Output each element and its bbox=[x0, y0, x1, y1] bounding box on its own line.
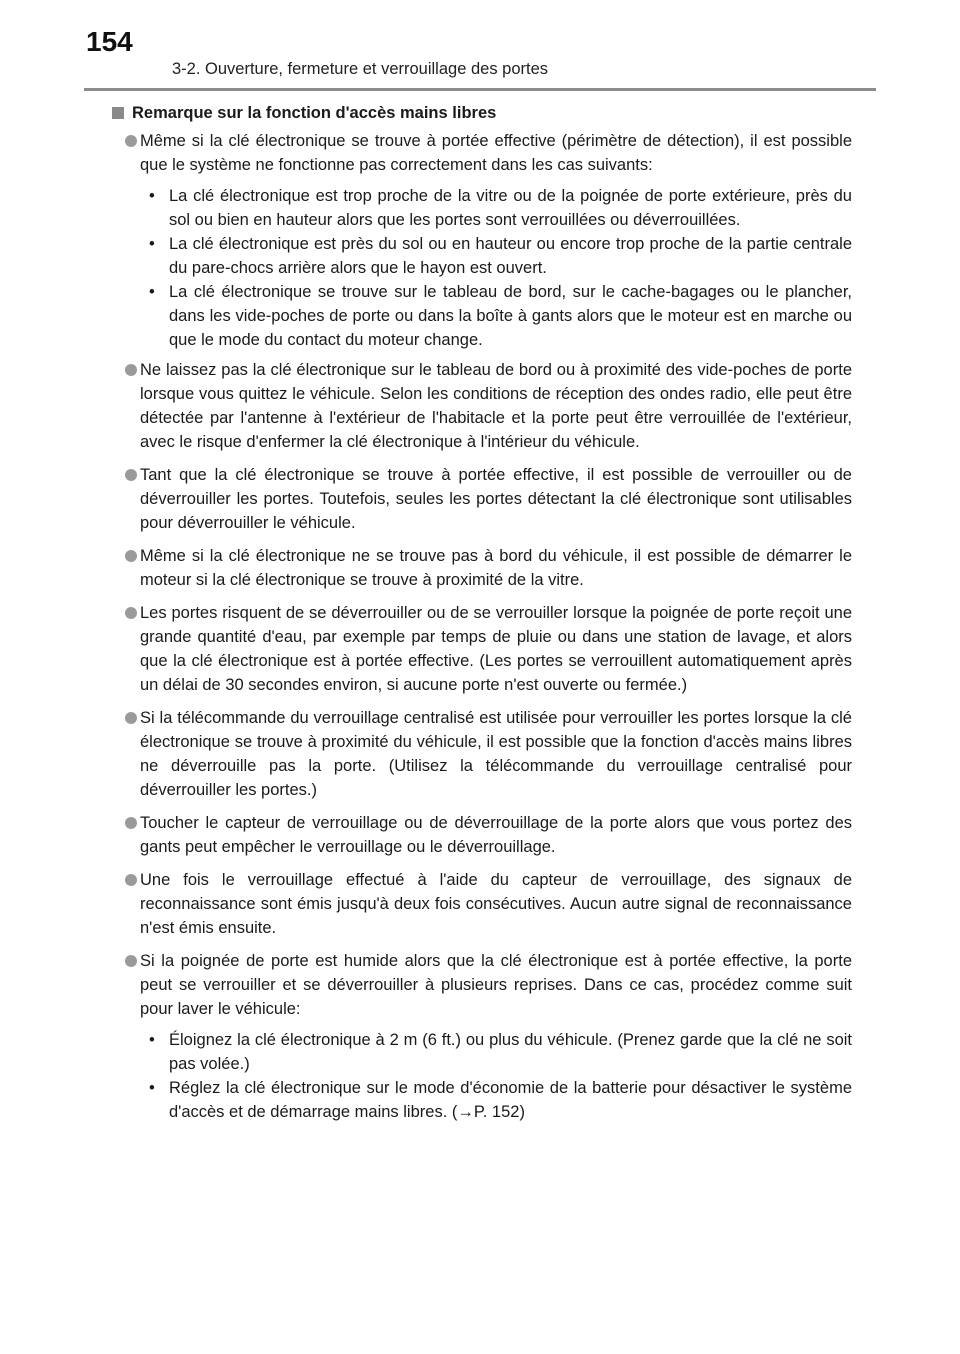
paragraph-text: Les portes risquent de se déverrouiller ou de se verrouiller lorsque la poignée de porte reçoit une grande quantité d'eau, par exemple par temps de pluie ou dans une station de lavage, et alors que la clé électronique est à portée effective. (Les portes se verrouillent automatiquement après un délai de 30 secondes environ, si aucune porte n'est ouverte ou fermée.) bbox=[140, 604, 852, 694]
list-item-text: La clé électronique est près du sol ou en hauteur ou encore trop proche de la partie centrale du pare-chocs arrière alors que le hayon est ouvert. bbox=[169, 235, 852, 277]
list-item bbox=[140, 184, 852, 232]
sub-list bbox=[112, 184, 852, 352]
paragraph-text: Si la poignée de porte est humide alors que la clé électronique est à portée effective, la porte peut se verrouiller et se déverrouiller à plusieurs reprises. Dans ce cas, procédez comme suit pour laver le véhicule: bbox=[140, 952, 852, 1018]
bullet-paragraph bbox=[112, 463, 852, 535]
list-item bbox=[140, 1076, 852, 1124]
paragraph-text: Même si la clé électronique se trouve à portée effective (périmètre de détection), il est possible que le système ne fonctionne pas correctement dans les cas suivants: bbox=[140, 132, 852, 174]
header-divider bbox=[84, 88, 876, 91]
paragraph-text: Ne laissez pas la clé électronique sur le tableau de bord ou à proximité des vide-poches de porte lorsque vous quittez le véhicule. Selon les conditions de réception des ondes radio, elle peut être détectée par l'antenne à l'extérieur de l'habitacle et la porte peut être verrouillée de l'extérieur, avec le risque d'enfermer la clé électronique à l'intérieur du véhicule. bbox=[140, 361, 852, 451]
list-item-text: La clé électronique est trop proche de la vitre ou de la poignée de porte extérieure, près du sol ou bien en hauteur alors que les portes sont verrouillées ou déverrouillées. bbox=[169, 187, 852, 229]
bullet-paragraph bbox=[112, 811, 852, 859]
section-title-text: Remarque sur la fonction d'accès mains libres bbox=[132, 104, 497, 122]
bullet-paragraph bbox=[112, 358, 852, 454]
paragraph-text: Tant que la clé électronique se trouve à portée effective, il est possible de verrouiller ou de déverrouiller les portes. Toutefois, seules les portes détectant la clé électronique sont utilisables pour déverrouiller le véhicule. bbox=[140, 466, 852, 532]
list-item-text: La clé électronique se trouve sur le tableau de bord, sur le cache-bagages ou le plancher, dans les vide-poches de porte ou dans la boîte à gants alors que le moteur est en marche ou que le mode du contact du moteur change. bbox=[169, 283, 852, 349]
section-header-title: 3-2. Ouverture, fermeture et verrouillage des portes bbox=[172, 60, 549, 78]
list-item bbox=[140, 1028, 852, 1076]
paragraph-text: Toucher le capteur de verrouillage ou de déverrouillage de la porte alors que vous portez des gants peut empêcher le verrouillage ou le déverrouillage. bbox=[140, 814, 852, 856]
square-bullet-icon bbox=[112, 107, 124, 119]
page-content bbox=[112, 101, 852, 1130]
bullet-paragraph bbox=[112, 544, 852, 592]
circle-bullet-icon bbox=[125, 364, 137, 376]
list-item-text: Éloignez la clé électronique à 2 m (6 ft.) ou plus du véhicule. (Prenez garde que la clé ne soit pas volée.) bbox=[169, 1031, 852, 1073]
bullet-icon: • bbox=[149, 1079, 155, 1097]
list-item bbox=[140, 232, 852, 280]
section-title bbox=[112, 101, 852, 125]
bullet-paragraph bbox=[112, 949, 852, 1021]
bullet-paragraph bbox=[112, 868, 852, 940]
paragraph-text: Une fois le verrouillage effectué à l'aide du capteur de verrouillage, des signaux de reconnaissance sont émis jusqu'à deux fois consécutives. Aucun autre signal de reconnaissance n'est émis ensuite. bbox=[140, 871, 852, 937]
paragraph-list bbox=[112, 129, 852, 1124]
page-header bbox=[0, 0, 960, 78]
circle-bullet-icon bbox=[125, 135, 137, 147]
list-item-text: Réglez la clé électronique sur le mode d'économie de la batterie pour désactiver le système d'accès et de démarrage mains libres. (→P. 152) bbox=[169, 1079, 852, 1121]
circle-bullet-icon bbox=[125, 712, 137, 724]
circle-bullet-icon bbox=[125, 817, 137, 829]
circle-bullet-icon bbox=[125, 874, 137, 886]
bullet-paragraph bbox=[112, 706, 852, 802]
bullet-icon: • bbox=[149, 187, 155, 205]
bullet-icon: • bbox=[149, 235, 155, 253]
bullet-paragraph bbox=[112, 601, 852, 697]
circle-bullet-icon bbox=[125, 955, 137, 967]
circle-bullet-icon bbox=[125, 469, 137, 481]
list-item bbox=[140, 280, 852, 352]
bullet-icon: • bbox=[149, 283, 155, 301]
paragraph-text: Si la télécommande du verrouillage centralisé est utilisée pour verrouiller les portes lorsque la clé électronique se trouve à proximité du véhicule, il est possible que la fonction d'accès mains libres ne déverrouille pas la porte. (Utilisez la télécommande du verrouillage centralisé pour déverrouiller les portes.) bbox=[140, 709, 852, 799]
paragraph-text: Même si la clé électronique ne se trouve pas à bord du véhicule, il est possible de démarrer le moteur si la clé électronique se trouve à proximité de la vitre. bbox=[140, 547, 852, 589]
circle-bullet-icon bbox=[125, 607, 137, 619]
circle-bullet-icon bbox=[125, 550, 137, 562]
page-number: 154 bbox=[86, 26, 133, 57]
bullet-icon: • bbox=[149, 1031, 155, 1049]
bullet-paragraph bbox=[112, 129, 852, 177]
sub-list bbox=[112, 1028, 852, 1124]
